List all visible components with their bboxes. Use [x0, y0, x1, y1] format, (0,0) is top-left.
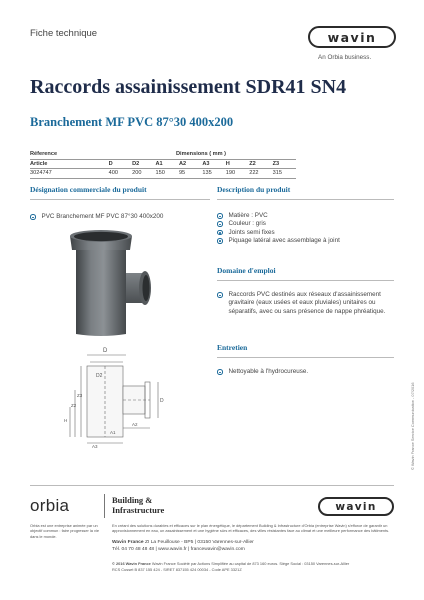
bullet-icon — [30, 214, 36, 220]
bi-description: En créant des solutions durables et efficaces sur le plan énergétique, le département Building & Infrastructure d'Orbia (entreprise Wavin) s'efforce de garantir un approvisionnement en eau, un assainissement et une hygiène sûrs et efficaces, des villes résistantes face au climat et une meilleure performance des bâtiments. — [112, 523, 390, 534]
cell-a3: 135 — [202, 170, 212, 177]
cell-z2: 222 — [249, 170, 259, 177]
logo-divider — [104, 494, 105, 518]
dim-label-z2: Z2 — [71, 403, 77, 408]
bullet-icon — [217, 230, 223, 236]
cell-z3: 315 — [272, 170, 282, 177]
wavin-footer-logo-text: wavin — [335, 500, 377, 513]
list-item — [217, 229, 394, 237]
list-item — [217, 291, 394, 316]
designation-heading: Désignation commerciale du produit — [30, 185, 147, 194]
wavin-logo — [308, 26, 396, 48]
description-section — [217, 185, 394, 245]
table-header-row — [30, 160, 296, 169]
section-divider — [30, 199, 210, 200]
entretien-section — [217, 343, 394, 376]
header-a3: A3 — [202, 160, 210, 167]
section-divider — [217, 357, 394, 358]
page-title: Raccords assainissement SDR41 SN4 — [30, 76, 347, 98]
bullet-icon — [217, 213, 223, 219]
orbia-logo: orbia — [30, 496, 70, 515]
technical-drawing — [50, 342, 180, 450]
document-type-label: Fiche technique — [30, 28, 98, 39]
wavin-footer-logo — [318, 497, 394, 516]
cell-h: 190 — [225, 170, 236, 177]
entretien-heading: Entretien — [217, 343, 248, 352]
orbia-description: Orbia est une entreprise animée par un objectif commun : faire progresser la vie dans le monde. — [30, 523, 99, 539]
logo-subtitle: An Orbia business. — [318, 54, 372, 61]
dim-label-a3: A3 — [92, 444, 98, 449]
dim-label-d-top: D — [103, 348, 108, 354]
domaine-heading: Domaine d'emploi — [217, 266, 276, 275]
reference-label: Réference — [30, 151, 58, 158]
table-label-row — [30, 150, 296, 159]
cell-a1: 150 — [155, 170, 165, 177]
description-heading: Description du produit — [217, 185, 291, 194]
company-address-text: ZI La Feuillouse - BP5 | 03150 Varennes-sur-Allier — [143, 540, 254, 545]
dim-label-h: H — [64, 418, 68, 423]
list-item — [30, 213, 210, 221]
description-item: Matière : PVC — [228, 212, 268, 219]
header-z2: Z2 — [249, 160, 256, 167]
company-address — [112, 540, 394, 546]
header-d: D — [108, 160, 113, 167]
dim-label-z3: Z3 — [77, 393, 83, 398]
dim-label-a2: A2 — [132, 422, 138, 427]
header-a2: A2 — [178, 160, 187, 167]
cell-d2: 200 — [132, 170, 142, 177]
section-divider — [217, 280, 394, 281]
header-d2: D2 — [132, 160, 140, 167]
entretien-item: Nettoyable à l'hydrocureuse. — [228, 368, 309, 375]
designation-item: PVC Branchement MF PVC 87°30 400x200 — [41, 213, 164, 220]
header-a1: A1 — [155, 160, 163, 167]
copyright — [112, 561, 394, 566]
bullet-icon — [217, 292, 223, 298]
bullet-icon — [217, 369, 223, 375]
copyright-strong: © 2016 Wavin France — [112, 561, 151, 566]
dim-label-a1: A1 — [110, 430, 116, 435]
description-item: Piquage latéral avec assemblage à joint — [228, 236, 340, 244]
dim-label-d2: D2 — [96, 373, 103, 379]
table-divider — [30, 178, 296, 179]
company-name: Wavin France — [112, 540, 144, 545]
dimensions-label: Dimensions ( mm ) — [176, 151, 227, 158]
header-article: Article — [30, 160, 48, 167]
list-item — [217, 212, 394, 220]
header-z3: Z3 — [272, 160, 280, 167]
bullet-icon — [217, 238, 223, 244]
product-subtitle: Branchement MF PVC 87°30 400x200 — [30, 115, 234, 129]
table-row — [30, 169, 296, 178]
footer-divider — [30, 485, 394, 486]
section-divider — [217, 199, 394, 200]
dim-label-d-side: D — [160, 398, 164, 404]
building-infrastructure-line1: Building & — [112, 495, 153, 505]
rcs-line: RCS Cusset B 837 155 424 - SIRET 837155 424 00034 - Code APE 3321Z — [112, 567, 242, 572]
domaine-item: Raccords PVC destinés aux réseaux d'assainissement gravitaire (eaux usées et eaux pluviales) unitaires ou séparatifs, avec ou sans présence de nappe phréatique. — [228, 291, 386, 315]
bullet-icon — [217, 221, 223, 227]
side-note: © Wavin France Service Communication - 07/2016 — [410, 382, 415, 470]
cell-d: 400 — [108, 170, 119, 177]
description-item: Couleur : gris — [228, 220, 266, 228]
company-contact: Tél. 04 70 48 48 48 | www.wavin.fr | francewavin@wavin.com — [112, 547, 245, 552]
building-infrastructure-line2: Infrastructure — [112, 505, 165, 515]
designation-section — [30, 185, 210, 221]
wavin-logo-text: wavin — [327, 29, 377, 45]
description-item: Joints semi fixes — [228, 228, 275, 236]
list-item — [217, 237, 394, 245]
list-item — [217, 220, 394, 228]
list-item — [217, 368, 394, 376]
header-h: H — [225, 160, 230, 167]
cell-a2: 95 — [178, 170, 186, 177]
cell-article: 3024747 — [30, 170, 52, 177]
domaine-section — [217, 266, 394, 316]
reference-table — [30, 150, 296, 179]
product-photo — [62, 228, 167, 338]
copyright-text: Wavin France Société par Actions Simplifiée au capital de 873 160 euros. Siège Social : 03150 Varennes-sur-Allier — [150, 561, 350, 566]
